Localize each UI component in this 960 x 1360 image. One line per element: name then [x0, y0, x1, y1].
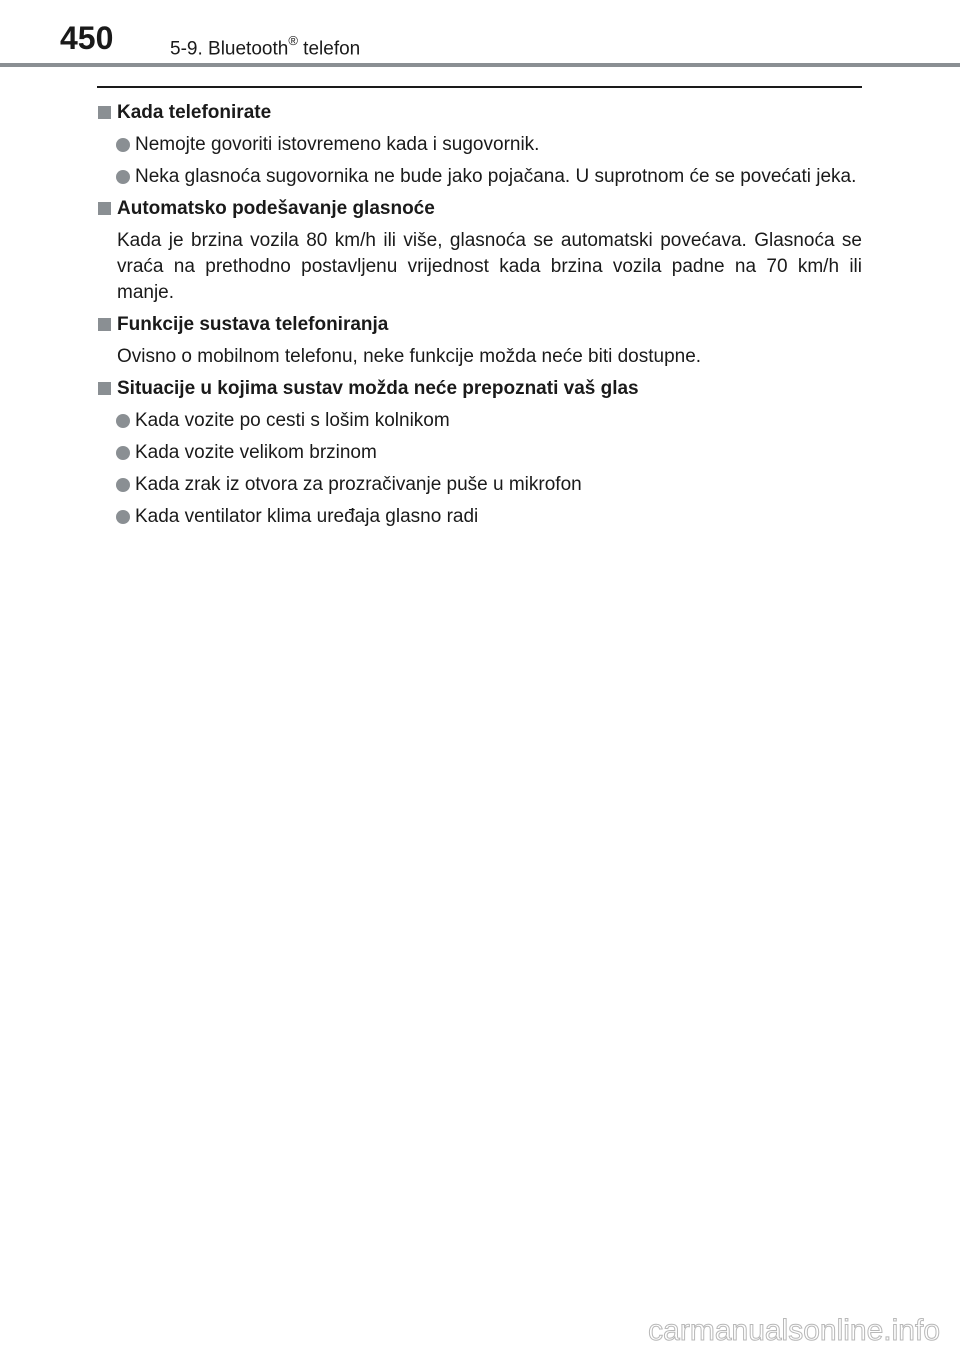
circle-bullet-icon [116, 510, 130, 524]
circle-bullet-icon [116, 414, 130, 428]
heading-kada-telefonirate [97, 100, 862, 126]
circle-bullet-icon [116, 446, 130, 460]
section-title [170, 31, 360, 61]
page-header [0, 0, 960, 70]
heading-text: Situacije u kojima sustav možda neće prepoznati vaš glas [117, 378, 639, 399]
header-divider [0, 63, 960, 67]
list-item [97, 472, 862, 498]
heading-text: Automatsko podešavanje glasnoće [117, 198, 435, 219]
circle-bullet-icon [116, 478, 130, 492]
section-title-prefix: 5-9. Bluetooth [170, 38, 289, 60]
heading-automatsko-podesavanje [97, 196, 862, 222]
circle-bullet-icon [116, 170, 130, 184]
content-top-rule [97, 86, 862, 88]
heading-situacije [97, 376, 862, 402]
list-item-text: Kada zrak iz otvora za prozračivanje puše u mikrofon [135, 474, 582, 495]
list-item-text: Kada ventilator klima uređaja glasno radi [135, 506, 479, 527]
list-item [97, 504, 862, 530]
watermark-link[interactable]: carmanualsonline.info [648, 1314, 940, 1347]
paragraph: Ovisno o mobilnom telefonu, neke funkcije možda neće biti dostupne. [117, 346, 702, 367]
list-item [97, 408, 862, 434]
list-item [97, 164, 862, 190]
list-item [97, 440, 862, 466]
list-item-text: Nemojte govoriti istovremeno kada i sugovornik. [135, 134, 540, 155]
list-item-text: Kada vozite velikom brzinom [135, 442, 377, 463]
square-bullet-icon [98, 318, 111, 331]
list-item-text: Neka glasnoća sugovornika ne bude jako pojačana. U suprotnom će se povećati jeka. [135, 166, 857, 187]
square-bullet-icon [98, 106, 111, 119]
list-item-text: Kada vozite po cesti s lošim kolnikom [135, 410, 450, 431]
section-title-suffix: telefon [297, 38, 361, 60]
registered-mark: ® [288, 33, 298, 48]
square-bullet-icon [98, 382, 111, 395]
heading-funkcije-sustava [97, 312, 862, 338]
heading-text: Funkcije sustava telefoniranja [117, 314, 389, 335]
circle-bullet-icon [116, 138, 130, 152]
heading-text: Kada telefonirate [117, 102, 272, 123]
paragraph: Kada je brzina vozila 80 km/h ili više, glasnoća se automatski povećava. Glasnoća se vraća na prethodno postavljenu vrijednost kada brzina vozila padne na 70 km/h ili manje. [117, 230, 862, 303]
page-number: 450 [60, 20, 114, 56]
square-bullet-icon [98, 202, 111, 215]
list-item [97, 132, 862, 158]
page-content [97, 94, 862, 530]
